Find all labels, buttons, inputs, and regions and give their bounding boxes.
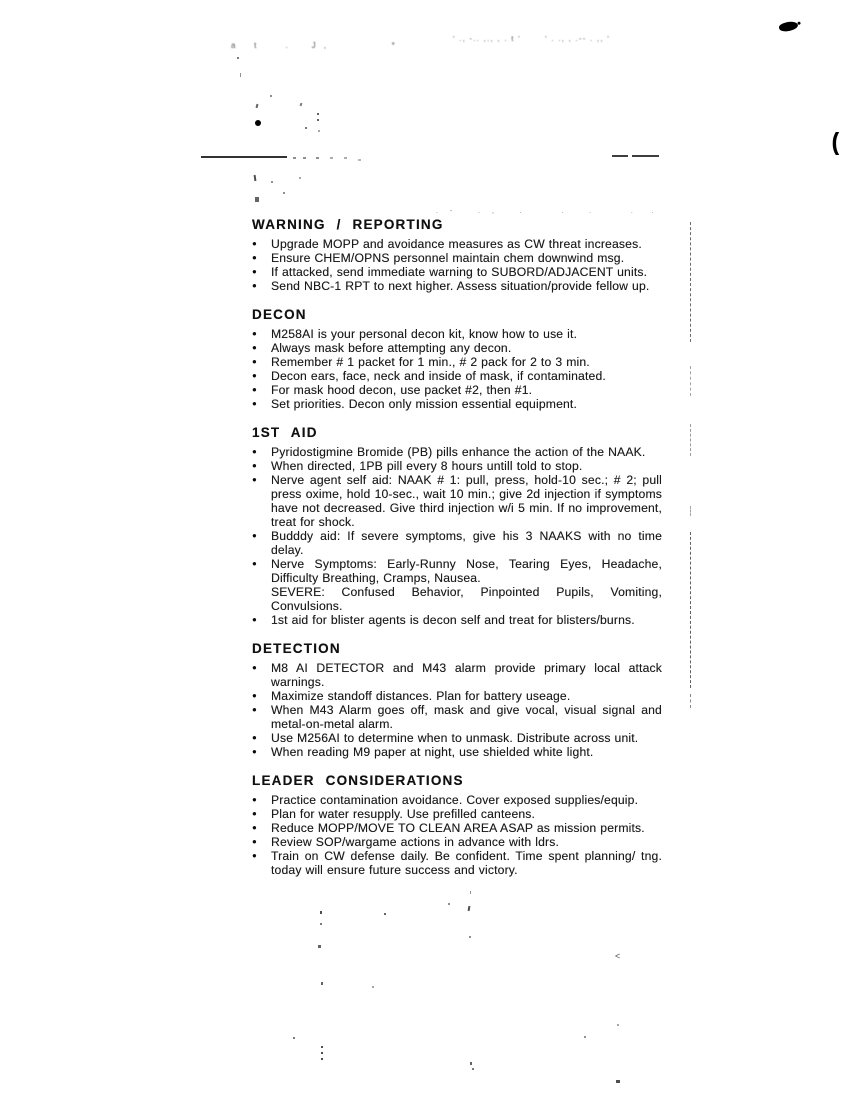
bullet-item: [252, 661, 662, 689]
rule-dot: [330, 157, 333, 159]
speckle-artifact: [283, 192, 285, 194]
bullet-text: Use M256AI to determine when to unmask. Distribute across unit.: [271, 731, 639, 745]
bullet-text: Always mask before attempting any decon.: [271, 341, 512, 355]
bullet-item: [252, 279, 662, 293]
angle-mark-artifact: <: [615, 951, 621, 961]
speckle-artifact: [255, 197, 259, 202]
speckle-artifact: [317, 119, 319, 121]
bullet-item: [252, 265, 662, 279]
speckle-artifact: [617, 1024, 619, 1026]
bullet-item: [252, 397, 662, 411]
section-title: 1ST AID: [252, 425, 318, 440]
bullet-text: Ensure CHEM/OPNS personnel maintain chem downwind msg.: [271, 251, 625, 265]
vertical-dashed-line: [690, 532, 691, 688]
bullet-item: [252, 459, 662, 473]
bullet-text: For mask hood decon, use packet #2, then #1.: [271, 383, 533, 397]
bullet-item: [252, 835, 662, 849]
bullet-item: [252, 355, 662, 369]
horizontal-rule-segment: [632, 155, 659, 157]
bullet-item: [252, 473, 662, 529]
bullet-icon: ●: [252, 267, 257, 276]
bullet-icon: ●: [252, 281, 257, 290]
bullet-item: [252, 703, 662, 731]
speckle-artifact: [254, 175, 257, 181]
bullet-text: Reduce MOPP/MOVE TO CLEAN AREA ASAP as mission permits.: [271, 821, 645, 835]
bullet-icon: ●: [252, 461, 257, 470]
speckle-artifact: [305, 127, 307, 129]
speckle-artifact: [472, 1068, 474, 1070]
speckle-artifact: [584, 1036, 586, 1038]
speckle-artifact: [300, 103, 303, 107]
bullet-icon: ●: [252, 615, 257, 624]
section-title: DETECTION: [252, 641, 341, 656]
vertical-dashed-line: [690, 506, 691, 516]
rule-dot: [293, 157, 296, 159]
punch-mark-artifact: (: [831, 128, 839, 156]
bullet-text: M258AI is your personal decon kit, know how to use it.: [271, 327, 578, 341]
section-title: WARNING / REPORTING: [252, 217, 444, 232]
bullet-item: [252, 849, 662, 877]
horizontal-rule-segment: [612, 155, 628, 157]
speckle-artifact: [318, 130, 320, 132]
bullet-item: [252, 807, 662, 821]
bullet-text: Maximize standoff distances. Plan for battery useage.: [271, 689, 571, 703]
bullet-text: Remember # 1 packet for 1 min., # 2 pack for 2 to 3 min.: [271, 355, 590, 369]
bullet-item: [252, 383, 662, 397]
bullet-text: Pyridostigmine Bromide (PB) pills enhance the action of the NAAK.: [271, 445, 646, 459]
horizontal-rule-segment: [201, 156, 287, 158]
bullet-icon: ●: [252, 663, 257, 672]
bullet-item: [252, 237, 662, 251]
bullet-icon: ●: [252, 837, 257, 846]
bullet-item: [252, 557, 662, 613]
bullet-icon: ●: [252, 795, 257, 804]
scan-dots-row: . - . , . . . . .: [436, 208, 659, 215]
bullet-icon: ●: [252, 399, 257, 408]
bullet-item: [252, 793, 662, 807]
bullet-icon: ●: [252, 559, 257, 568]
bullet-icon: ●: [252, 823, 257, 832]
rule-dot: [303, 157, 306, 159]
bullet-icon: ●: [252, 733, 257, 742]
bullet-icon: ●: [252, 475, 257, 484]
bullet-text: M8 AI DETECTOR and M43 alarm provide primary local attack warnings.: [271, 661, 662, 689]
section-decon: [252, 307, 662, 411]
ink-blob-artifact: [778, 20, 798, 33]
speckle-artifact: [468, 906, 471, 911]
speckle-artifact: [384, 913, 386, 915]
bullet-text: 1st aid for blister agents is decon self and treat for blisters/burns.: [271, 613, 635, 627]
speckle-artifact: [470, 891, 471, 894]
bullet-icon: ●: [252, 343, 257, 352]
speckle-artifact: [318, 945, 321, 948]
bullet-text: Upgrade MOPP and avoidance measures as CW threat increases.: [271, 237, 642, 251]
speckle-artifact: [616, 1080, 620, 1083]
speckle-artifact: [270, 95, 272, 97]
bullet-item: [252, 369, 662, 383]
section-warning-reporting: [252, 217, 662, 293]
bullet-text: If attacked, send immediate warning to SUBORD/ADJACENT units.: [271, 265, 648, 279]
speckle-artifact: [256, 104, 259, 108]
speckle-artifact: [320, 923, 322, 925]
speckle-artifact: [470, 1062, 472, 1065]
bullet-item: [252, 731, 662, 745]
scan-smudge-text: a t . J , *: [231, 41, 398, 50]
bullet-item: [252, 341, 662, 355]
bullet-icon: ●: [252, 691, 257, 700]
rule-dot: [316, 157, 319, 159]
bullet-item: [252, 689, 662, 703]
bullet-text: When directed, 1PB pill every 8 hours untill told to stop.: [271, 459, 583, 473]
speckle-artifact: [255, 120, 261, 126]
bullet-icon: ●: [252, 531, 257, 540]
bullet-item: [252, 613, 662, 627]
bullet-icon: ●: [252, 809, 257, 818]
bullet-icon: ●: [252, 447, 257, 456]
speckle-artifact: [299, 177, 301, 179]
bullet-list: [252, 445, 662, 627]
bullet-item: [252, 445, 662, 459]
bullet-item: [252, 327, 662, 341]
speckle-artifact: [320, 911, 322, 914]
section-leader-considerations: [252, 773, 662, 877]
bullet-icon: ●: [252, 239, 257, 248]
bullet-icon: ●: [252, 705, 257, 714]
speckle-artifact: [372, 986, 374, 988]
section-detection: [252, 641, 662, 759]
section-1st-aid: [252, 425, 662, 627]
bullet-text: Nerve agent self aid: NAAK # 1: pull, press, hold-10 sec.; # 2; pull press oxime, hold 10-sec., wait 10 min.; give 2d injection if symptoms have not decreased. Give third injection w/i 5 min. If no improvement, treat for shock.: [271, 473, 662, 529]
bullet-icon: ●: [252, 329, 257, 338]
speckle-artifact: [293, 1037, 295, 1039]
bullet-text: Budddy aid: If severe symptoms, give his 3 NAAKS with no time delay.: [271, 529, 662, 557]
bullet-text: Nerve Symptoms: Early-Runny Nose, Tearing Eyes, Headache, Difficulty Breathing, Cramps, Nausea. SEVERE: Confused Behavior, Pinpointed Pupils, Vomiting, Convulsions.: [271, 557, 662, 613]
speckle-artifact: [321, 1052, 323, 1054]
bullet-text: When reading M9 paper at night, use shielded white light.: [271, 745, 594, 759]
bullet-icon: ●: [252, 253, 257, 262]
rule-dot: [358, 159, 361, 161]
bullet-item: [252, 529, 662, 557]
bullet-item: [252, 821, 662, 835]
speckle-artifact: [271, 181, 273, 183]
bullet-list: [252, 793, 662, 877]
bullet-text: Set priorities. Decon only mission essential equipment.: [271, 397, 578, 411]
bullet-icon: ●: [252, 385, 257, 394]
vertical-dashed-line: [690, 222, 691, 342]
scan-smudge-text: ' ., -.. ,., , . t ' ' . ., , .-- . ,, ': [453, 36, 611, 43]
bullet-list: [252, 327, 662, 411]
speckle-artifact: [321, 1046, 323, 1048]
speckle-artifact: [321, 982, 323, 985]
bullet-text: Practice contamination avoidance. Cover exposed supplies/equip.: [271, 793, 639, 807]
section-title: LEADER CONSIDERATIONS: [252, 773, 464, 788]
bullet-text: Review SOP/wargame actions in advance with ldrs.: [271, 835, 560, 849]
bullet-item: [252, 745, 662, 759]
bullet-text: Send NBC-1 RPT to next higher. Assess situation/provide fellow up.: [271, 279, 650, 293]
speckle-artifact: [237, 57, 239, 59]
vertical-dashed-line: [690, 366, 691, 396]
section-title: DECON: [252, 307, 307, 322]
rule-dot: [344, 157, 347, 159]
bullet-icon: ●: [252, 851, 257, 860]
vertical-dashed-line: [690, 424, 691, 456]
bullet-list: [252, 237, 662, 293]
speckle-artifact: [321, 1058, 323, 1060]
speckle-artifact: [469, 936, 471, 938]
bullet-text: Decon ears, face, neck and inside of mask, if contaminated.: [271, 369, 606, 383]
speckle-artifact: [448, 903, 450, 905]
speckle-artifact: [317, 113, 319, 115]
bullet-icon: ●: [252, 747, 257, 756]
bullet-text: When M43 Alarm goes off, mask and give vocal, visual signal and metal-on-metal alarm.: [271, 703, 662, 731]
vertical-dashed-line: [690, 694, 691, 708]
bullet-item: [252, 251, 662, 265]
bullet-icon: ●: [252, 357, 257, 366]
bullet-icon: ●: [252, 371, 257, 380]
bullet-list: [252, 661, 662, 759]
speckle-artifact: [240, 73, 241, 77]
bullet-text: Train on CW defense daily. Be confident. Time spent planning/ tng. today will ensure future success and victory.: [271, 849, 662, 877]
content-sections: [252, 217, 662, 891]
bullet-text: Plan for water resupply. Use prefilled canteens.: [271, 807, 536, 821]
